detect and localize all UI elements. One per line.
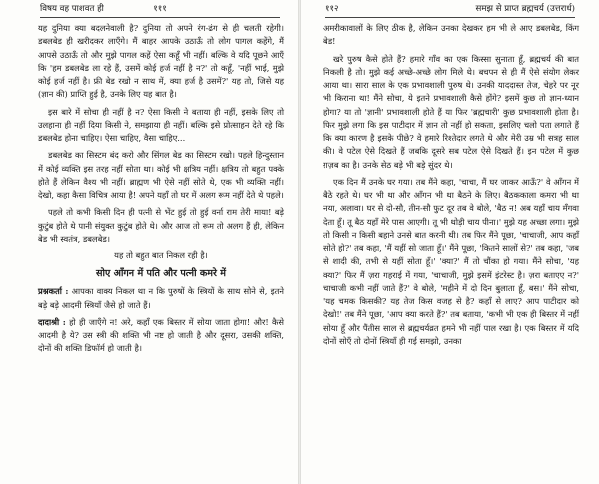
right-paragraph-1: अमरीकावालों के लिए ठीक है, लेकिन उनका देखकर हम भी ले आए डबलबेड, किंग बेड! [323,23,579,47]
speaker-label-dadashri: दादाश्री : [38,316,66,327]
left-page-number: १११ [153,4,167,14]
left-paragraph-4: पहले तो कभी किसी दिन ही पत्नी से भेंट हुई तो हुई वर्ना राम तेरी माया! बड़े कुटुंब होते थे पानी संयुक्त कुटुंब होते थे। और आज तो रूम तो अलग हैं ही, लेकिन बेड भी स्वतंत्र, डबलबेड। [38,207,284,244]
dialogue-question [38,285,284,312]
speaker-label-questioner: प्रश्नकर्ता : [38,286,69,297]
left-paragraph-1: यह दुनिया क्या बदलनेवाली है? दुनिया तो अपने रंग-ढंग से ही चलती रहेगी। डबलबेड ही खरीदकर लाएँगे। मैं बाहर आपके उठाऊँ तो लोग पागल कहेंगे, मैं आपसे उठाऊँ तो और मुझे पागल कहें ऐसा कहूँ भी नहीं। बल्कि वे यदि पूछने आएँ कि 'हम डबलबेड ला रहे हैं, उसमें कोई हर्ज नहीं है न?' तो कहूँ, 'नहीं भाई, मुझे कोई हर्ज नहीं है। फ्री बेड रखो न साथ में, क्या हर्ज है उसमें?' यह तो, जिसे यह (ज्ञान की) प्राप्ति हुई है, उनके लिए यह बात है। [38,23,284,100]
right-page [301,0,599,484]
right-paragraph-2: खरे पुरुष कैसे होते हैं? हमारे गाँव का एक किस्सा सुनाता हूँ, ब्रह्मचर्य की बात निकली है तो। मुझे कई अच्छे-अच्छे लोग मिले थे। बचपन से ही मैं ऐसे संयोग लेकर आया था। सारा साल के एक प्रभावशाली पुरुष थे। उनकी याददास्त तेज, चेहरे पर नूर भी किराना था! मैंने सोचा, ये इतने प्रभावशाली कैसे होंगे? इसमें कुछ तो ज्ञान-ध्यान होगा? या तो 'ज्ञानी' प्रभावशाली होते हैं या फिर 'ब्रह्मचारी' कुछ प्रभावशाली होता है। फिर मुझे लगा कि इस पाटीदार में ज्ञान तो नहीं हो सकता, इसलिए चलो पता लगाते हैं कि क्या कारण है इसके पीछे? वे हमारे रिश्तेदार लगते थे और मेरी उम्र भी सत्रह साल की। वे पटेल ऐसे दिखते हैं जबकि दूसरे सब पटेल ऐसे दिखते हैं। इन पटेल में कुछ ग़ज़ब का है। उनके सेठ बड़े भी बड़े सुंदर थे। [323,53,579,170]
left-page [0,0,298,484]
right-paragraph-3: एक दिन मैं उनके घर गया। तब मैंने कहा, 'चाचा, मैं घर जाकर आऊँ?' वे आँगन में बैठे रहते थे। घर भी था और आँगन भी था बैठने के लिए। बैठककाला कमरा भी था नया, अलावा। घर से दो-सौ, तीन-सौ फुट दूर तब वे बोले, 'बैठ न! अब यहाँ चाय मँगवा देता हूँ। तू बैठ यहाँ मेरे पास आएगी। तू भी थोड़ी चाय पीना।' मुझे यह अच्छा लगा। मुझे तो किसी न किसी बहाने उनसे बात करनी थी। तब फिर मैंने पूछा, 'चाचाजी, आप कहाँ सोते हो?' तब कहा, 'मैं यहीं सो जाता हूँ।' मैंने पूछा, 'कितने सालों से?' तब कहा, 'जब से शादी की, तभी से यहीं सोता हूँ।' 'क्या?' मैं तो चौंका हो गया। मैंने सोचा, 'यह क्या?' फिर मैं ज़रा गहराई में गया, 'चाचाजी, मुझे इसमें इंटरेस्ट है। ज़रा बताएए न?' चाचाजी कभी नहीं जाते हैं?' वे बोले, 'महीने में दो दिन बुलाता हूँ, बस।' मैंने सोचा, 'यह चमक किसकी? यह तेज किस वजह से है? कहाँ से लाए? आप पाटीदार को देखो!' तब मैंने पूछा, 'आप क्या करते हैं?' तब बताया, 'कभी भी एक ही बिस्तर में नहीं सोया हूँ और पैंतीस साल से ब्रह्मचर्यव्रत हमने भी नहीं पाल रखा है। एक बिस्तर में यदि दोनों सोएँ तो दोनों स्त्रियाँ ही गई समझो, उनका [323,176,579,346]
dialogue-question-text: आपका वाक्य निकल था न कि पुरुषों के स्त्रियों के साथ सोने से, इतने बड़े बड़े आदमी स्त्रियाँ जैसे हो जाते हैं। [38,286,284,310]
closing-line: यह तो बहुत बात निकल रही है। [114,250,208,260]
left-page-body [38,22,284,356]
right-page-number: ११२ [325,4,339,14]
dialogue-answer-text: हो ही जाएँगे न! अरे, कहाँ एक बिस्तर में सोया जाता होगा! और! कैसे आदमी है ये? उस स्त्री की शक्ति भी नष्ट हो जाती है और दूसरा, उसकी शक्ति, दोनों की शक्ति डिफॉर्म हो जाती है। [38,316,284,354]
right-page-header [325,2,575,18]
left-paragraph-2: इस बारे में सोचा ही नहीं है न? ऐसा किसी ने बताया ही नहीं, इसके लिए तो उलहाना ही नहीं दिया किसी ने, समझाया ही नहीं। बल्कि इसे प्रोत्साहन देते रहे कि डबलबेड होना चाहिए। ऐसा चाहिए, वैसा चाहिए... [38,106,284,143]
right-header-title: समझ से प्राप्त ब्रह्मचर्य (उत्तरार्ध) [475,4,575,14]
left-paragraph-3: डबलबेड का सिस्टम बंद करो और सिंगल बेड का सिस्टम रखो। पहले हिन्दुस्तान में कोई व्यक्ति इस तरह नहीं सोता था। कोई भी क्षत्रिय नहीं। क्षत्रिय तो बहुत पक्के होते हैं लेकिन वैश्य भी नहीं। ब्राह्मण भी ऐसे नहीं सोते थे, एक भी व्यक्ति नहीं। देखो, कहा कैसा विचित्र आया है! अपने यहाँ तो घर में अलग रूम नहीं देते थे पहले। [38,150,284,200]
left-page-header [40,2,280,18]
left-header-title: विषय वह पाशवत ही [40,4,104,14]
right-page-body [323,22,579,348]
dialogue-answer [38,316,284,356]
section-heading: सोए आँगन में पति और पत्नी कमरे में [95,268,227,280]
